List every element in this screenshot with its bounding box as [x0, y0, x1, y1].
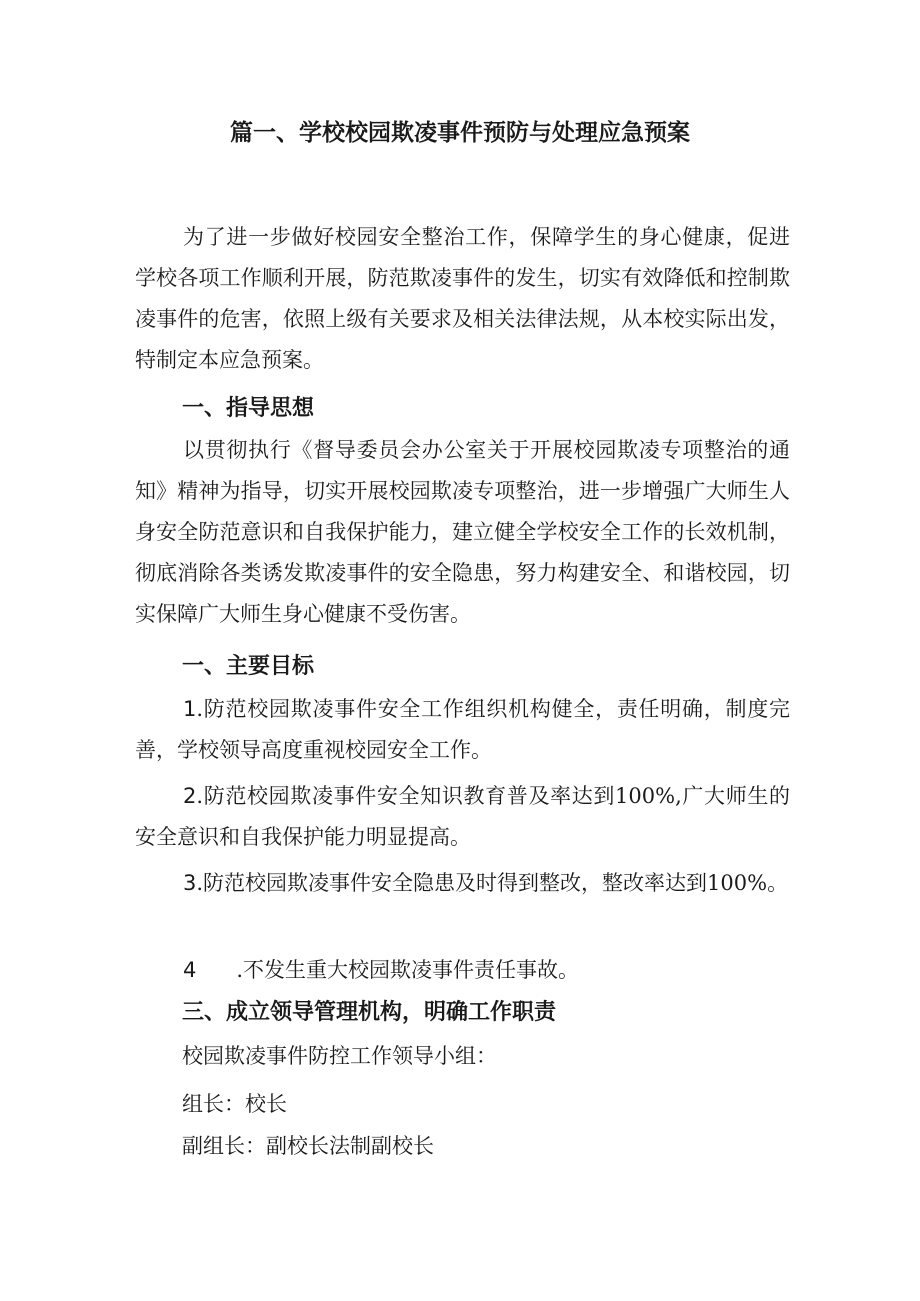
goal-item-number: 3 [183, 871, 197, 895]
section3-heading: 三、成立领导管理机构，明确工作职责 [182, 1000, 557, 1025]
goal-item-1 [135, 689, 790, 771]
goal-item-number: 4 [183, 958, 197, 982]
goal-item-text: .不发生重大校园欺凌事件责任事故。 [236, 958, 580, 982]
goal-item-2 [135, 776, 790, 858]
section3-line-2: 组长：校长 [182, 1092, 287, 1116]
document-title: 篇一、学校校园欺凌事件预防与处理应急预案 [230, 120, 690, 146]
goal-item-text: .防范校园欺凌事件安全知识教育普及率达到100%,广大师生的安全意识和自我保护能力明显提高。 [135, 784, 790, 849]
section1-heading: 一、指导思想 [182, 396, 315, 421]
goal-item-3 [135, 863, 790, 904]
section3-line-3: 副组长：副校长法制副校长 [182, 1134, 434, 1158]
intro-paragraph: 为了进一步做好校园安全整治工作，保障学生的身心健康，促进学校各项工作顺利开展，防范欺凌事件的发生，切实有效降低和控制欺凌事件的危害，依照上级有关要求及相关法律法规，从本校实际出发，特制定本应急预案。 [135, 225, 790, 372]
goal-item-number: 1 [183, 697, 197, 721]
section1-body: 以贯彻执行《督导委员会办公室关于开展校园欺凌专项整治的通知》精神为指导，切实开展校园欺凌专项整治，进一步增强广大师生人身安全防范意识和自我保护能力，建立健全学校安全工作的长效机制，彻底消除各类诱发欺凌事件的安全隐患，努力构建安全、和谐校园，切实保障广大师生身心健康不受伤害。 [135, 438, 790, 626]
goal-item-text: .防范校园欺凌事件安全工作组织机构健全，责任明确，制度完善，学校领导高度重视校园安全工作。 [135, 697, 790, 762]
goal-item-4 [135, 950, 790, 991]
section3-line-1: 校园欺凌事件防控工作领导小组： [182, 1044, 497, 1068]
section2-heading: 一、主要目标 [182, 654, 315, 679]
goal-item-number: 2 [183, 784, 197, 808]
goal-item-text: .防范校园欺凌事件安全隐患及时得到整改，整改率达到100%。 [196, 871, 789, 895]
